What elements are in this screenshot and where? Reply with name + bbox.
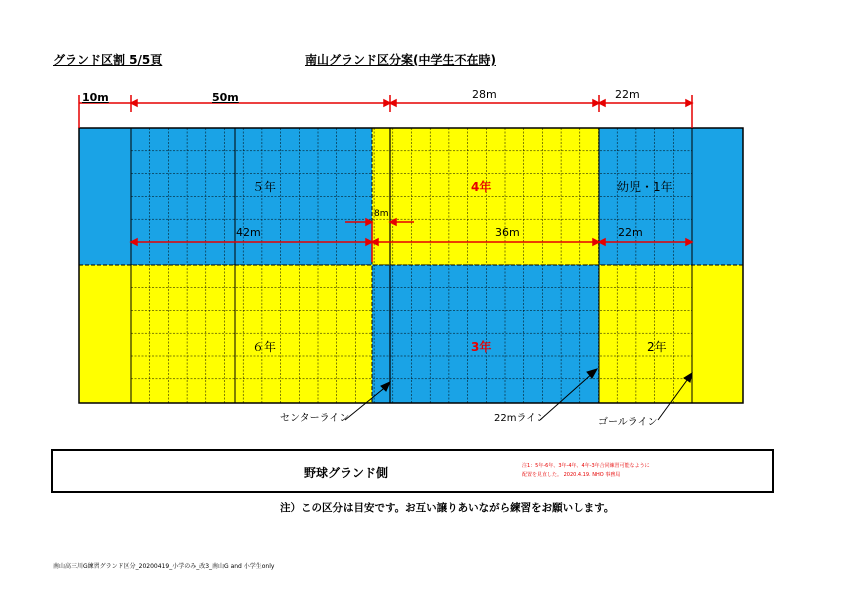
zone-grade5: ５年 <box>252 180 277 194</box>
page-title: 南山グランド区分案(中学生不在時) <box>305 53 496 67</box>
zone-grade3-area <box>372 265 599 403</box>
field-grid <box>79 128 743 403</box>
callout-center-line: センターライン <box>280 413 350 424</box>
baseball-ground-title: 野球グランド側 <box>304 466 389 480</box>
zone-grade3: 3年 <box>471 340 492 354</box>
page-subtitle: グランド区割 5/5頁 <box>53 53 163 67</box>
dim-top-10m: 10m <box>82 91 109 104</box>
footer-note: 注）この区分は目安です。お互い譲りあいながら練習をお願いします。 <box>280 502 615 514</box>
zone-kinder-grade1: 幼児・1年 <box>617 180 673 194</box>
dim-top-28m: 28m <box>472 88 497 101</box>
zone-grade2: 2年 <box>647 340 667 354</box>
dim-mid-36m: 36m <box>495 226 520 239</box>
top-dimension-arrows <box>79 95 692 128</box>
zone-right-top <box>692 128 743 265</box>
callout-goal-line: ゴールライン <box>598 417 658 428</box>
zone-right-bottom <box>692 265 743 403</box>
dim-mid-22m: 22m <box>618 226 643 239</box>
zone-grade6: ６年 <box>252 340 277 354</box>
dim-mid-8m: 8m <box>374 209 389 219</box>
baseball-note-line1: 注1：5年-6年、3年-4年、4年-3年合同練習可能なように <box>522 463 650 469</box>
zone-grade6-area <box>131 265 372 403</box>
baseball-note-line2: 配置を見直した。 2020.4.19. NHO 事務局 <box>522 472 621 478</box>
dim-top-50m: 50m <box>212 91 239 104</box>
callout-22m-line: 22mライン <box>494 413 547 424</box>
zone-grade2-area <box>599 265 692 403</box>
dim-mid-42m: 42m <box>236 226 261 239</box>
zone-left-top <box>79 128 131 265</box>
dim-top-22m: 22m <box>615 88 640 101</box>
zone-grade4: 4年 <box>471 180 492 194</box>
zone-left-bottom <box>79 265 131 403</box>
baseball-ground-box <box>51 449 774 493</box>
file-footer: 南山高三川G練習グランド区分_20200419_小学のみ_改3_南山G and 小学生only <box>53 563 275 570</box>
